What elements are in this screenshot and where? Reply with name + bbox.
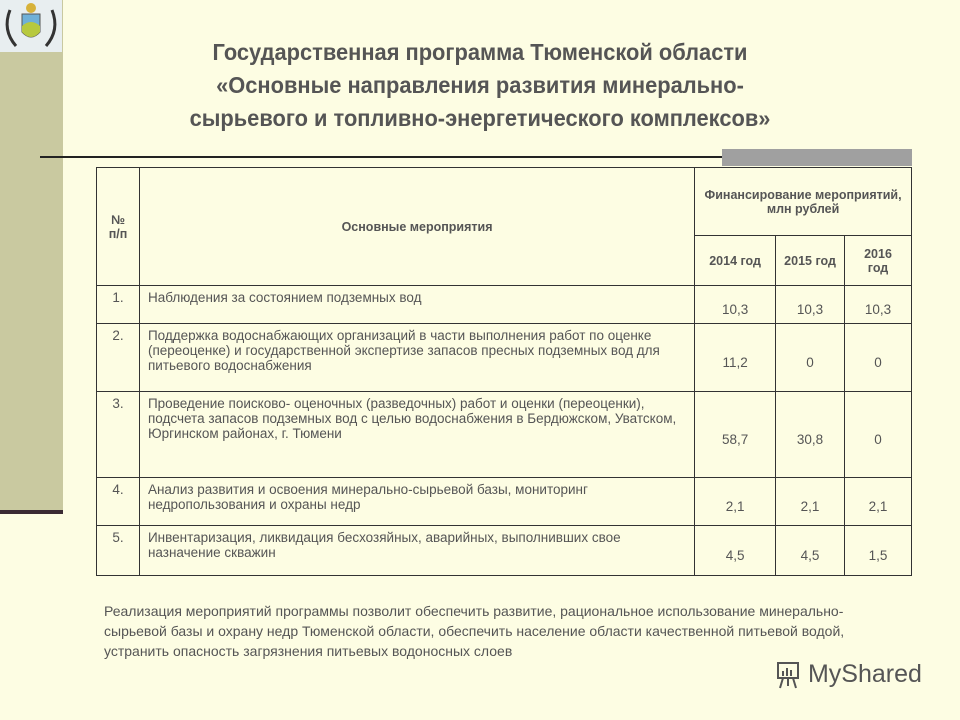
presentation-board-icon xyxy=(775,660,801,690)
row-value-2016: 2,1 xyxy=(845,478,912,526)
header-financing: Финансирование мероприятий, млн рублей xyxy=(695,168,912,236)
row-num: 3. xyxy=(97,392,140,478)
row-activity: Анализ развития и освоения минерально-сырьевой базы, мониторинг недропользования и охраны недр xyxy=(139,478,694,526)
title-line-2: «Основные направления развития минерально- xyxy=(216,72,744,98)
row-activity: Проведение поисково- оценочных (разведочных) работ и оценки (переоценки), подсчета запасов подземных вод с целью водоснабжения в Бердюжском, Уватском, Юргинском районах, г. Тюмени xyxy=(139,392,694,478)
row-num: 2. xyxy=(97,324,140,392)
row-value-2015: 10,3 xyxy=(776,286,845,324)
row-value-2015: 0 xyxy=(776,324,845,392)
header-activity: Основные мероприятия xyxy=(139,168,694,286)
row-num: 4. xyxy=(97,478,140,526)
row-value-2014: 11,2 xyxy=(695,324,776,392)
table-row xyxy=(97,478,912,526)
row-value-2015: 30,8 xyxy=(776,392,845,478)
slide-title xyxy=(91,36,870,135)
row-value-2015: 2,1 xyxy=(776,478,845,526)
row-activity: Поддержка водоснабжающих организаций в части выполнения работ по оценке (переоценке) и государственной экспертизе запасов пресных подземных вод для питьевого водоснабжения xyxy=(139,324,694,392)
table-row xyxy=(97,286,912,324)
row-value-2016: 10,3 xyxy=(845,286,912,324)
row-value-2014: 58,7 xyxy=(695,392,776,478)
table-row xyxy=(97,526,912,576)
row-value-2016: 0 xyxy=(845,324,912,392)
row-value-2014: 2,1 xyxy=(695,478,776,526)
decor-gray-block xyxy=(722,149,912,166)
row-activity: Инвентаризация, ликвидация бесхозяйных, аварийных, выполнивших свое назначение скважин xyxy=(139,526,694,576)
left-decor-stripe xyxy=(0,0,63,512)
coat-of-arms-logo xyxy=(0,0,62,52)
row-num: 1. xyxy=(97,286,140,324)
header-year-2015: 2015 год xyxy=(776,236,845,286)
summary-text: Реализация мероприятий программы позволит обеспечить развитие, рациональное использование минерально-сырьевой базы и охрану недр Тюменской области, обеспечить население области качественной питьевой водой, устранить опасность загрязнения питьевых водоносных слоев xyxy=(104,603,845,659)
title-line-3: сырьевого и топливно-энергетического комплексов» xyxy=(189,105,771,131)
header-year-2014: 2014 год xyxy=(695,236,776,286)
table-row xyxy=(97,392,912,478)
financing-table xyxy=(96,167,912,576)
watermark xyxy=(775,660,922,690)
stripe-divider xyxy=(0,510,63,514)
row-value-2014: 10,3 xyxy=(695,286,776,324)
watermark-text: MyShared xyxy=(807,660,922,688)
row-activity: Наблюдения за состоянием подземных вод xyxy=(139,286,694,324)
table-row xyxy=(97,324,912,392)
row-value-2016: 1,5 xyxy=(845,526,912,576)
header-year-2016: 2016 год xyxy=(845,236,912,286)
header-num: № п/п xyxy=(97,168,140,286)
row-num: 5. xyxy=(97,526,140,576)
row-value-2016: 0 xyxy=(845,392,912,478)
row-value-2014: 4,5 xyxy=(695,526,776,576)
row-value-2015: 4,5 xyxy=(776,526,845,576)
title-line-1: Государственная программа Тюменской области xyxy=(212,39,748,65)
